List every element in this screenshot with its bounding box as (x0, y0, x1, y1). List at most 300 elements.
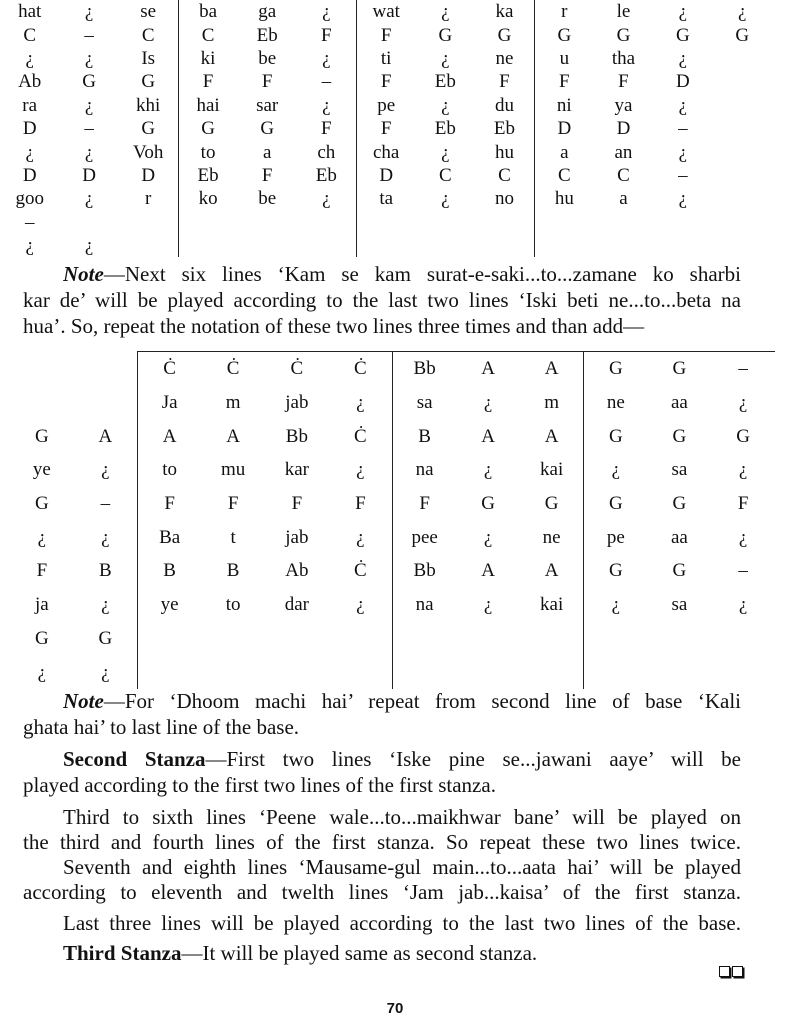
notation-row (0, 70, 772, 93)
notation-cell: kar (284, 459, 309, 481)
notation-cell: Is (141, 47, 156, 69)
notation-row (0, 47, 772, 70)
notation-cell: C (438, 164, 452, 186)
notation-cell: aa (670, 526, 688, 548)
notation-cell: D (616, 118, 631, 140)
notation-cell: r (534, 0, 593, 23)
notation-cell: G (98, 627, 113, 649)
notation-cell: G (481, 493, 495, 515)
notation-cell: Ċ (138, 352, 202, 386)
notation-cell: G (616, 24, 631, 46)
notation-cell (201, 622, 265, 656)
notation-row (0, 234, 772, 257)
notation-cell: G (584, 554, 648, 588)
notation-cell (713, 47, 773, 70)
notation-row (10, 622, 775, 656)
notation-cell: G (735, 24, 750, 46)
notation-cell: Ja (138, 386, 202, 420)
notation-cell: D (22, 164, 37, 186)
notation-cell: Ab (18, 71, 42, 93)
notation-cell: G (178, 117, 237, 140)
notation-cell: F (321, 118, 332, 140)
notation-cell (584, 655, 648, 689)
notation-cell (265, 622, 329, 656)
notation-cell (297, 211, 356, 234)
notation-cell: ¿ (441, 47, 450, 69)
notation-cell (713, 117, 773, 140)
notation-cell: C (617, 164, 630, 186)
notation-cell: ¿ (356, 526, 365, 548)
notation-cell (393, 622, 457, 656)
notation-cell (713, 94, 773, 117)
notation-cell: to (178, 140, 237, 163)
notation-row (0, 211, 772, 234)
notation-cell: ch (317, 141, 336, 163)
notation-cell: A (138, 419, 202, 453)
last-three-lines-paragraph: Last three lines will be played according to the last two lines of the base. (63, 911, 741, 935)
notation-cell: pee (393, 520, 457, 554)
notation-cell: ¿ (678, 47, 688, 69)
notation-cell: ¿ (738, 459, 748, 481)
notation-cell: ¿ (84, 188, 94, 210)
notation-cell (534, 234, 593, 257)
seventh-eighth-lines-paragraph-line-2: according to eleventh and twelth lines ‘Jam jab...kaisa’ of the first stanza. (23, 880, 741, 904)
notation-cell: Ċ (329, 352, 393, 386)
notation-cell: ¿ (441, 188, 450, 210)
notation-cell: sa (671, 459, 688, 481)
notation-cell: ¿ (101, 526, 110, 548)
notation-row (10, 352, 775, 386)
notation-cell: B (138, 554, 202, 588)
third-sixth-lines-paragraph-line-1: Third to sixth lines ‘Peene wale...to...maikhwar bane’ will be played on (63, 805, 741, 829)
notation-cell (178, 211, 237, 234)
notation-cell (711, 622, 775, 656)
notation-cell: – (711, 352, 775, 386)
notation-cell (178, 234, 237, 257)
notation-cell: Eb (315, 164, 337, 186)
note-paragraph-2-line-1 (63, 689, 741, 713)
notation-cell: mu (220, 459, 246, 481)
notation-row (0, 94, 772, 117)
notation-cell: ni (534, 94, 593, 117)
notation-cell (713, 211, 773, 234)
notation-cell: G (141, 118, 156, 140)
notation-cell (416, 211, 475, 234)
square-box-icon (732, 966, 743, 977)
notation-cell: G (584, 419, 648, 453)
notation-cell (201, 655, 265, 689)
notation-cell: F (227, 493, 239, 515)
notation-row (0, 187, 772, 210)
notation-cell (475, 211, 534, 234)
notation-cell: F (261, 71, 273, 93)
notation-cell: Ċ (201, 352, 265, 386)
notation-cell (648, 622, 712, 656)
notation-cell: ¿ (678, 94, 688, 116)
notation-cell (238, 234, 297, 257)
notation-cell: ko (178, 187, 237, 210)
notation-cell: na (393, 453, 457, 487)
notation-cell (74, 352, 138, 386)
notation-cell (713, 70, 773, 93)
notation-row (10, 453, 775, 487)
notation-cell: F (261, 164, 273, 186)
second-stanza-line-2: played according to the first two lines of the first stanza. (23, 773, 496, 797)
notation-cell: ¿ (37, 526, 47, 548)
notation-cell: – (738, 560, 748, 582)
notation-cell: ye (138, 588, 202, 622)
notation-cell: A (481, 560, 495, 582)
notation-cell: ¿ (678, 141, 688, 163)
notation-cell: G (82, 71, 96, 93)
notation-cell: ¿ (25, 47, 34, 69)
notation-cell: G (675, 24, 690, 46)
notation-cell: F (499, 71, 510, 93)
notation-cell: ¿ (25, 235, 34, 257)
notation-cell (356, 234, 415, 257)
notation-row (10, 386, 775, 420)
notation-cell: ba (178, 0, 237, 23)
notation-cell: le (616, 1, 631, 23)
notation-cell (584, 622, 648, 656)
notation-cell: ¿ (84, 47, 94, 69)
notation-cell (297, 234, 356, 257)
notation-cell: Voh (133, 141, 164, 163)
notation-cell: ka (495, 1, 514, 23)
notation-cell: ye (32, 459, 51, 481)
note-paragraph-2-line-2: ghata hai’ to last line of the base. (23, 715, 300, 739)
notation-cell: B (393, 419, 457, 453)
notation-cell: ¿ (84, 141, 94, 163)
notation-cell: A (226, 425, 240, 447)
notation-cell: C (498, 164, 511, 186)
notation-cell: – (100, 493, 111, 515)
notation-table-stanza-one (0, 0, 772, 257)
notation-cell: sa (393, 386, 457, 420)
notation-cell: a (619, 188, 628, 210)
notation-cell: C (141, 24, 155, 46)
notation-cell (520, 622, 584, 656)
notation-cell: sa (671, 594, 688, 616)
notation-cell: m (544, 392, 560, 414)
notation-cell: ¿ (483, 459, 493, 481)
notation-cell (238, 211, 297, 234)
notation-cell (329, 655, 393, 689)
notation-row (10, 554, 775, 588)
notation-cell: Eb (434, 71, 456, 93)
notation-cell: F (291, 493, 303, 515)
notation-cell: Eb (493, 118, 515, 140)
notation-cell: kai (540, 594, 564, 616)
notation-cell: to (225, 594, 241, 616)
notation-cell: ne (495, 47, 514, 69)
notation-cell: u (534, 47, 593, 70)
third-stanza-text: —It will be played same as second stanza. (181, 941, 538, 965)
notation-cell: ja (35, 594, 49, 616)
notation-cell: ra (22, 94, 38, 116)
notation-cell: ¿ (84, 94, 94, 116)
third-stanza-label: Third Stanza (63, 941, 182, 965)
notation-cell: G (141, 71, 156, 93)
second-stanza-line-1 (63, 747, 741, 771)
notation-cell: hat (18, 1, 42, 23)
notation-cell: Bb (393, 554, 457, 588)
notation-cell (356, 211, 415, 234)
notation-cell (594, 234, 653, 257)
notation-cell: G (35, 425, 49, 447)
notation-cell: cha (356, 140, 415, 163)
notation-cell (119, 211, 178, 234)
notation-cell: F (356, 117, 415, 140)
notation-cell: G (534, 23, 593, 46)
notation-cell: F (138, 487, 202, 521)
notation-cell (653, 211, 712, 234)
notation-cell: G (544, 493, 559, 515)
notation-cell: goo (15, 188, 44, 210)
notation-cell: ¿ (101, 594, 110, 616)
notation-cell: dar (284, 594, 309, 616)
notation-cell: a (534, 140, 593, 163)
notation-cell: G (584, 487, 648, 521)
notation-cell: ¿ (356, 459, 365, 481)
notation-cell: ga (258, 1, 277, 23)
notation-cell: Ab (285, 560, 309, 582)
notation-cell: ¿ (322, 47, 331, 69)
notation-cell: F (618, 71, 629, 93)
notation-cell: khi (136, 94, 161, 116)
notation-cell: ¿ (25, 141, 34, 163)
notation-cell: sar (256, 94, 279, 116)
notation-cell: ¿ (678, 188, 688, 210)
note-paragraph-1-line-2: kar de’ will be played according to the last two lines ‘Iski beti ne...to...beta na (23, 288, 741, 312)
notation-cell: F (321, 24, 332, 46)
notation-cell: – (84, 24, 94, 46)
seventh-eighth-lines-paragraph-line-1: Seventh and eighth lines ‘Mausame-gul main...to...aata hai’ will be played (63, 855, 741, 879)
notation-cell: G (672, 493, 687, 515)
notation-cell: ¿ (483, 392, 493, 414)
notation-cell: be (258, 47, 277, 69)
notation-cell: du (494, 94, 514, 116)
notation-cell (456, 655, 520, 689)
note-paragraph-1-line-3: hua’. So, repeat the notation of these two lines three times and than add— (23, 314, 645, 338)
notation-cell: ¿ (584, 588, 648, 622)
notation-cell: ne (542, 526, 561, 548)
notation-cell (534, 211, 593, 234)
notation-cell: be (258, 188, 277, 210)
notation-cell: C (534, 164, 593, 187)
note-text: —For ‘Dhoom machi hai’ repeat from second line of base ‘Kali (103, 689, 741, 713)
notation-cell: ne (584, 386, 648, 420)
notation-cell (265, 655, 329, 689)
notation-cell: ¿ (584, 453, 648, 487)
notation-cell: A (520, 352, 584, 386)
notation-cell: ¿ (483, 594, 493, 616)
notation-cell: ¿ (738, 392, 748, 414)
end-of-section-mark (719, 966, 743, 977)
notation-cell: ¿ (356, 392, 365, 414)
notation-cell (711, 655, 775, 689)
notation-cell (713, 140, 773, 163)
notation-cell: G (584, 352, 648, 386)
notation-cell (59, 211, 118, 234)
notation-cell: F (737, 493, 749, 515)
notation-cell: D (356, 164, 415, 187)
notation-row (10, 588, 775, 622)
notation-cell: ki (178, 47, 237, 70)
notation-cell: Ċ (354, 560, 367, 582)
notation-row (10, 655, 775, 689)
notation-cell: Eb (434, 118, 456, 140)
notation-cell: jab (285, 526, 309, 548)
notation-row (0, 23, 772, 46)
notation-cell: Ba (138, 520, 202, 554)
notation-cell: – (24, 211, 35, 233)
notation-cell: Bb (393, 352, 457, 386)
notation-cell: D (82, 164, 96, 186)
notation-cell: t (230, 526, 236, 548)
notation-cell: ¿ (441, 141, 450, 163)
notation-cell (393, 655, 457, 689)
notation-cell (594, 211, 653, 234)
notation-cell: – (678, 164, 688, 186)
notation-cell: Ċ (265, 352, 329, 386)
notation-cell: m (225, 392, 241, 414)
notation-cell: G (35, 493, 49, 515)
notation-table-additional-lines (10, 351, 775, 689)
notation-cell (329, 622, 393, 656)
notation-cell (10, 386, 74, 420)
note-paragraph-1-line-1 (63, 262, 741, 286)
notation-cell: Eb (178, 164, 237, 187)
second-stanza-text: —First two lines ‘Iske pine se...jawani aaye’ will be (205, 747, 741, 771)
notation-cell: F (178, 70, 237, 93)
notation-cell: ¿ (322, 1, 331, 23)
notation-cell: F (393, 487, 457, 521)
notation-cell: A (544, 560, 559, 582)
notation-cell: G (736, 425, 750, 447)
notation-cell: Eb (256, 24, 278, 46)
second-stanza-label: Second Stanza (63, 747, 206, 771)
notation-cell: A (544, 425, 559, 447)
notation-cell (138, 655, 202, 689)
notation-cell (713, 164, 773, 187)
notation-cell: Ċ (354, 425, 367, 447)
notation-cell: an (614, 141, 633, 163)
notation-row (0, 117, 772, 140)
notation-cell: A (481, 425, 495, 447)
notation-cell: ¿ (738, 526, 748, 548)
notation-cell: jab (285, 392, 309, 414)
notation-cell: se (140, 1, 157, 23)
notation-cell: G (672, 425, 687, 447)
notation-cell (648, 655, 712, 689)
notation-cell (456, 622, 520, 656)
notation-cell: ¿ (84, 235, 94, 257)
notation-cell: D (141, 164, 156, 186)
notation-cell: hu (534, 187, 593, 210)
third-stanza-line (63, 941, 741, 965)
notation-cell: D (22, 118, 37, 140)
notation-cell: aa (670, 392, 688, 414)
notation-row (0, 140, 772, 163)
notation-cell: ¿ (322, 94, 331, 116)
notation-cell: ta (356, 187, 415, 210)
notation-cell: ¿ (738, 1, 747, 23)
notation-cell: hai (178, 94, 237, 117)
notation-cell: hu (494, 141, 514, 163)
notation-cell: D (675, 71, 690, 93)
notation-cell: A (98, 425, 113, 447)
notation-cell: tha (611, 47, 636, 69)
notation-cell: G (260, 118, 275, 140)
notation-cell: F (36, 560, 48, 582)
notation-cell (138, 622, 202, 656)
notation-cell: ¿ (322, 188, 331, 210)
notation-cell: F (356, 70, 415, 93)
notation-cell (520, 655, 584, 689)
notation-row (0, 0, 772, 23)
notation-cell: ¿ (101, 459, 110, 481)
notation-cell: ti (356, 47, 415, 70)
notation-cell: C (23, 24, 37, 46)
notation-cell: B (99, 560, 112, 582)
page-number: 70 (386, 1000, 404, 1017)
notation-cell: ¿ (356, 594, 365, 616)
notation-cell: pe (584, 520, 648, 554)
note-label: Note (63, 689, 104, 713)
notation-cell: A (456, 352, 520, 386)
notation-cell: G (672, 560, 687, 582)
notation-cell: na (393, 588, 457, 622)
notation-cell (119, 234, 178, 257)
notation-cell: G (35, 627, 49, 649)
notation-cell: a (262, 141, 272, 163)
notation-cell: C (178, 23, 237, 46)
notation-cell: G (648, 352, 712, 386)
notation-cell: ¿ (37, 661, 47, 683)
notation-cell: – (678, 118, 688, 140)
notation-cell: – (84, 118, 94, 140)
notation-cell: ¿ (678, 1, 688, 23)
notation-cell (475, 234, 534, 257)
note-text: —Next six lines ‘Kam se kam surat-e-saki...to...zamane ko sharbi (103, 262, 741, 286)
notation-cell (10, 352, 74, 386)
notation-cell: ya (614, 94, 633, 116)
notation-cell: Bb (285, 425, 308, 447)
notation-cell: F (534, 70, 593, 93)
notation-cell: ¿ (483, 526, 493, 548)
notation-cell (653, 234, 712, 257)
notation-cell: D (534, 117, 593, 140)
notation-cell: ¿ (101, 661, 110, 683)
note-label: Note (63, 262, 104, 286)
notation-row (10, 419, 775, 453)
notation-row (0, 164, 772, 187)
notation-cell: ¿ (738, 594, 748, 616)
notation-cell: G (438, 24, 453, 46)
third-sixth-lines-paragraph-line-2: the third and fourth lines of the first stanza. So repeat these two lines twice. (23, 830, 741, 854)
notation-cell (713, 234, 773, 257)
notation-cell: wat (356, 0, 415, 23)
notation-cell: G (497, 24, 512, 46)
notation-cell (713, 187, 773, 210)
notation-cell (74, 386, 138, 420)
notation-cell: ¿ (84, 1, 94, 23)
square-box-icon (719, 966, 730, 977)
notation-cell: to (138, 453, 202, 487)
notation-cell: F (355, 493, 366, 515)
notation-cell (416, 234, 475, 257)
